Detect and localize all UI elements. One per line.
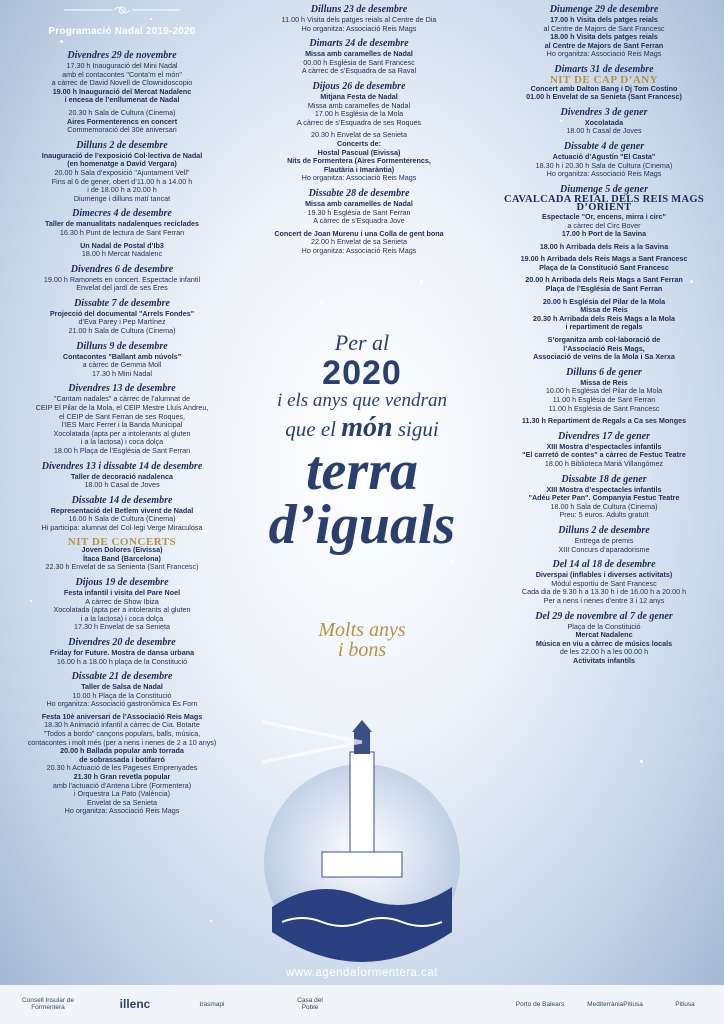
lighthouse-globe-illustration xyxy=(262,712,462,962)
event-line: Aires Formenterencs en concert xyxy=(66,116,178,126)
event-block xyxy=(4,495,240,533)
event-line: el CEIP de Sant Ferran de ses Roques, xyxy=(58,411,186,421)
event-line: Concert amb Dalton Bang i Dj Tom Costino xyxy=(530,83,678,93)
event-block xyxy=(488,474,720,520)
event-line: 11.00 h Església de Sant Ferran xyxy=(552,395,656,404)
event-line: Ho organitza: Associació Reis Mags xyxy=(301,245,417,255)
slogan-line-diguals: d’iguals xyxy=(268,494,456,556)
event-line: d’Eva Parey i Pep Martínez xyxy=(78,317,166,327)
event-date: Diumenge 29 de desembre xyxy=(549,4,659,15)
sponsor-logos-bar xyxy=(0,985,724,1024)
event-block xyxy=(244,188,474,256)
event-line: 16.00 h a 18.00 h plaça de la Constitució xyxy=(56,656,188,666)
event-line: "El carretó de contes" a càrrec de Festuc Teatre xyxy=(522,450,686,460)
event-line: 20.30 h Arribada dels Reis Mags a la Mola xyxy=(533,313,675,323)
event-line: XIII Concurs d’aparadorisme xyxy=(558,544,650,554)
event-block xyxy=(488,559,720,605)
event-line: Nits de Formentera (Aires Formenterencs, xyxy=(287,156,431,166)
event-line: 20.30 h Actuació de les Pageses Emprenyades xyxy=(46,763,198,773)
event-line: 17.00 h Port de la Savina xyxy=(561,229,647,239)
event-line: Hostal Pascual (Eivissa) xyxy=(317,147,401,157)
event-line: 18.30 h i 20.30 h Sala de Cultura (Cinema) xyxy=(535,160,673,170)
event-line: Mitjana Festa de Nadal xyxy=(320,91,398,101)
logo-illenc: illenc xyxy=(119,997,151,1011)
event-line: Mercat Nadalenc xyxy=(575,630,633,640)
event-line: a càrrec del Circ Bover xyxy=(567,220,641,230)
event-date: Del 29 de novembre al 7 de gener xyxy=(535,610,673,622)
event-line: 01.00 h Envelat de sa Senieta (Sant Francesc) xyxy=(526,92,682,102)
event-line: 18.00 h Mercat Nadalenc xyxy=(81,249,163,259)
event-line: 10.00 h Plaça de la Constitució xyxy=(72,690,172,700)
event-line: Activitats infantils xyxy=(573,655,635,665)
event-line: Festa 10è aniversari de l’Associació Reis Mags xyxy=(41,711,203,721)
event-line: contacontes i molt més (per a nens i nenes de 2 a 10 anys) xyxy=(27,737,217,747)
event-date: Dissabte 7 de desembre xyxy=(74,297,170,309)
event-line: 18.00 h Casal de Joves xyxy=(566,126,642,136)
event-line: 18.30 h Animació infantil a càrrec de Cia. Botarte xyxy=(44,720,200,730)
event-block xyxy=(244,4,474,33)
event-block xyxy=(4,140,240,204)
header xyxy=(0,4,244,37)
event-line: 17.30 h Envelat de sa Senieta xyxy=(74,622,170,632)
event-block xyxy=(4,383,240,455)
event-date: Divendres 13 de desembre xyxy=(68,383,176,395)
event-line: Diumenge i dilluns matí tancat xyxy=(73,193,171,203)
event-block xyxy=(488,525,720,554)
event-block xyxy=(4,298,240,336)
event-line: A càrrec de Show Ibiza xyxy=(85,596,159,606)
event-line: Ítaca Band (Barcelona) xyxy=(83,553,161,563)
event-date: Dilluns 23 de desembre xyxy=(310,4,408,15)
event-block xyxy=(244,38,474,76)
slogan-line-3: i els anys que vendran xyxy=(277,390,447,411)
event-line: de les 22.00 h a les 00.00 h xyxy=(559,647,649,657)
event-block xyxy=(4,671,240,816)
event-line: Hi participa: alumnat del Col·legi Verge Miraculosa xyxy=(41,522,203,532)
event-block xyxy=(488,4,720,59)
event-line: Diverspai (inflables i diverses activitats) xyxy=(535,570,673,580)
event-date: Dissabte 28 de desembre xyxy=(308,187,410,199)
website-link[interactable]: www.agendaformentera.cat xyxy=(286,967,438,979)
event-line: Envelat del jardí de ses Eres xyxy=(76,283,168,293)
event-line: XIII Mostra d’espectacles infantils xyxy=(546,441,662,451)
event-block xyxy=(488,141,720,179)
event-line: de sobrassada i botifarró xyxy=(79,754,165,764)
event-line: Concert de Joan Murenu i una Colla de gent bona xyxy=(274,228,444,238)
event-line: A càrrec de s’Esquadra Jove xyxy=(313,216,405,226)
event-block xyxy=(488,184,720,362)
event-line: 20.00 h Església del Pilar de la Mola xyxy=(542,296,666,306)
event-line: al Centre de Majors de Sant Francesc xyxy=(543,23,665,33)
event-block xyxy=(4,341,240,379)
event-line: Concerts de: xyxy=(337,138,381,148)
event-line: XIII Mostra d’espectacles infantils xyxy=(546,484,662,494)
event-date: Dilluns 2 de desembre xyxy=(558,524,650,536)
event-date: Divendres 6 de desembre xyxy=(70,263,174,275)
event-block xyxy=(488,431,720,469)
section-title: NIT DE CONCERTS xyxy=(67,535,177,548)
event-line: i a la lactosa) i coca dolça xyxy=(80,613,164,623)
event-line: Contacontes "Ballant amb núvols" xyxy=(62,351,182,361)
event-line: 18.00 h Arribada dels Reis a la Savina xyxy=(539,241,669,251)
event-date: Divendres 3 de gener xyxy=(560,106,648,118)
event-date: Del 14 al 18 de desembre xyxy=(552,559,656,571)
event-line: Envelat de sa Senieta xyxy=(87,797,157,807)
event-line: 17.00 h Visita dels patges reials xyxy=(550,15,658,24)
logo-trasmapi: trasmapi xyxy=(199,1000,225,1008)
event-line: Un Nadal de Postal d’Ib3 xyxy=(80,240,164,250)
event-block xyxy=(4,637,240,666)
event-line: 16.00 h Sala de Cultura (Cinema) xyxy=(68,514,176,524)
event-date: Dimecres 4 de desembre xyxy=(72,208,172,220)
event-line: Plaça de l’Església de Sant Ferran xyxy=(545,284,663,294)
ornament-icon xyxy=(62,4,182,16)
event-date: Diumenge 5 de gener xyxy=(559,183,649,195)
event-line: Espectacle "Or, encens, mirra i circ" xyxy=(542,211,666,221)
event-line: 19.00 h Arribada dels Reis Mags a Sant Francesc xyxy=(520,254,688,264)
event-line: 16.30 h Punt de lectura de Sant Ferran xyxy=(59,227,185,237)
event-line: Festa infantil i visita del Pare Noel xyxy=(63,587,181,597)
event-date: Dijous 19 de desembre xyxy=(75,576,169,588)
event-line: l’IES Marc Ferrer i la Banda Municipal xyxy=(61,420,183,430)
event-line: A càrrec de s’Esquadra de sa Raval xyxy=(301,66,417,76)
event-block xyxy=(4,50,240,135)
greeting-line-2: i bons xyxy=(337,639,387,661)
event-date: Dilluns 2 de desembre xyxy=(76,139,168,151)
event-line: 18.00 h Sala de Cultura (Cinema) xyxy=(550,501,658,511)
event-line: 11.00 h Visita dels patges reials al Centre de Dia xyxy=(281,15,437,24)
slogan-word-que-el: que el xyxy=(285,417,337,441)
event-block xyxy=(488,107,720,136)
event-line: Flautària i Imaràntia) xyxy=(323,164,395,174)
event-line: 18.00 h Plaça de l’Església de Sant Ferran xyxy=(53,446,191,455)
event-line: Mòdul esportiu de Sant Francesc xyxy=(551,578,657,588)
logo-port: Porto de Balears xyxy=(515,1000,565,1008)
event-line: amb l’actuació d’Antena Libre (Formentera) xyxy=(52,780,192,790)
event-line: Inauguració de l’exposició Col·lectiva de Nadal xyxy=(41,150,203,160)
event-line: Plaça de la Constitució xyxy=(567,621,641,631)
event-line: 17.30 h Mini Nadal xyxy=(92,368,152,378)
event-line: i Orquestra La Pato (València) xyxy=(73,789,171,799)
event-line: CEIP El Pilar de la Mola, el CEIP Mestre Lluís Andreu, xyxy=(35,403,209,413)
logo-mediterrania: MediterràniaPitiusa xyxy=(587,1000,643,1008)
event-date: Dimarts 24 de desembre xyxy=(309,38,409,50)
event-date: Dissabte 21 de desembre xyxy=(71,671,173,683)
event-line: Preu: 5 euros. Adults gratuït xyxy=(559,510,649,520)
event-line: 21.30 h Gran revetla popular xyxy=(73,772,171,782)
event-block xyxy=(488,64,720,102)
event-line: a càrrec de David Novell de Clownidoscopio xyxy=(51,78,193,88)
event-date: Divendres 29 de novembre xyxy=(67,50,177,61)
slogan-word-sigui: sigui xyxy=(397,417,439,441)
event-date: Dilluns 6 de gener xyxy=(566,366,642,378)
event-line: a càrrec de Gemma Moll xyxy=(82,360,162,370)
event-line: 11.30 h Repartiment de Regals a Ca ses Monges xyxy=(521,416,687,426)
event-line: Ho organitza: Associació Reis Mags xyxy=(301,23,417,33)
page-title: Programació Nadal 2019-2020 xyxy=(48,26,196,37)
slogan-word-mon: món xyxy=(341,412,393,443)
event-line: 11.00 h Església de Sant Francesc xyxy=(548,403,660,413)
slogan-line-1: Per al xyxy=(334,330,390,355)
event-line: Entrega de premis xyxy=(574,535,634,545)
event-line: Missa amb caramelles de Nadal xyxy=(307,100,411,110)
event-line: Friday for Future. Mostra de dansa urbana xyxy=(49,647,195,657)
event-line: S’organitza amb col·laboració de xyxy=(547,335,661,345)
event-line: i de 18.00 h a 20.00 h xyxy=(87,185,157,195)
event-line: Missa amb caramelles de Nadal xyxy=(305,198,413,208)
slogan-year: 2020 xyxy=(322,354,402,392)
slogan xyxy=(244,330,480,556)
event-line: Música en viu a càrrec de músics locals xyxy=(535,638,673,648)
event-line: i repartiment de regals xyxy=(565,322,643,332)
greeting-line-1: Molts anys xyxy=(318,619,406,641)
section-title: NIT DE CAP D’ANY xyxy=(549,73,659,86)
logo-casa-poble: Casa del Poble xyxy=(297,997,323,1011)
event-line: Representació del Betlem vivent de Nadal xyxy=(50,505,194,515)
event-line: 19.30 h Església de Sant Ferran xyxy=(307,207,411,217)
event-line: Commemoració del 30è aniversari xyxy=(67,125,177,135)
event-date: Dijous 26 de desembre xyxy=(312,80,406,92)
event-date: Divendres 13 i dissabte 14 de desembre xyxy=(41,460,203,472)
event-line: Per a nens i nenes d’entre 3 i 12 anys xyxy=(543,595,665,605)
event-line: Missa amb caramelles de Nadal xyxy=(305,49,413,59)
event-line: Xocolatada xyxy=(584,117,624,127)
event-line: Taller de decoració nadalenca xyxy=(70,471,174,481)
event-date: Divendres 20 de desembre xyxy=(68,636,176,648)
event-line: 10.00 h Església del Pilar de la Mola xyxy=(545,386,663,396)
event-line: Xocolatada (apta per a intolerants al gluten xyxy=(53,605,191,615)
event-line: l’Associació Reis Mags, xyxy=(563,343,645,353)
event-block xyxy=(244,81,474,183)
event-date: Dilluns 9 de desembre xyxy=(76,340,168,352)
event-line: Ho organitza: Associació gastronòmica Es Forn xyxy=(46,699,198,709)
event-line: 20.30 h Envelat de sa Senieta xyxy=(311,130,407,140)
event-block xyxy=(4,577,240,632)
slogan-line-terra: terra xyxy=(306,440,418,502)
event-line: 18.00 h Biblioteca Marià Villangómez xyxy=(544,458,664,468)
event-date: Dissabte 18 de gener xyxy=(561,473,647,485)
event-block xyxy=(4,264,240,293)
event-line: 00.00 h Església de Sant Francesc xyxy=(303,57,415,67)
event-line: Associació de veïns de la Mola i Sa Xerxa xyxy=(533,352,675,362)
event-line: 21.00 h Sala de Cultura (Cinema) xyxy=(68,326,176,336)
event-line: Xocolatada (apta per a intolerants al gluten xyxy=(53,428,191,438)
event-line: Actuació d’Agustín "El Casta" xyxy=(552,151,656,161)
column-right xyxy=(488,4,720,670)
event-line: 22.00 h Envelat de sa Senieta xyxy=(311,237,407,247)
event-line: Ho organitza: Associació Reis Mags xyxy=(301,173,417,183)
event-line: i a la lactosa) i coca dolça xyxy=(80,437,164,447)
event-line: i encesa de l’enllumenat de Nadal xyxy=(64,95,180,105)
event-line: amb el contacontes "Conta’m el món" xyxy=(62,69,182,79)
event-line: 19.00 h Inauguració del Mercat Nadalenc xyxy=(52,86,192,96)
event-line: Projecció del documental "Arrels Fondes" xyxy=(49,308,195,318)
event-date: Divendres 17 de gener xyxy=(558,430,650,442)
event-line: Missa de Reis xyxy=(580,377,628,387)
section-title: CAVALCADA REIAL DELS REIS MAGS D’ORIENT xyxy=(504,193,704,214)
event-block xyxy=(488,611,720,666)
event-line: al Centre de Majors de Sant Ferran xyxy=(544,40,664,50)
event-line: (en homenatge a David Vergara) xyxy=(67,159,177,169)
event-line: A càrrec de s’Esquadra de ses Roques xyxy=(296,117,422,127)
event-line: 20.00 h Arribada dels Reis Mags a Sant Ferran xyxy=(525,275,683,285)
event-line: Ho organitza: Associació Reis Mags xyxy=(546,49,662,59)
event-line: 19.00 h Ramonets en concert. Espectacle infantil xyxy=(43,274,201,284)
event-block xyxy=(4,535,240,572)
event-line: "Adéu Peter Pan". Companyia Festuc Teatre xyxy=(528,493,680,503)
column-left xyxy=(4,50,240,821)
event-line: Fins al 6 de gener, obert d’11.00 h a 14.00 h xyxy=(51,176,193,186)
event-line: 17.30 h Inauguració del Mini Nadal xyxy=(66,61,178,70)
event-line: Cada dia de 9.30 h a 13.30 h i de 16.00 h a 20.00 h xyxy=(521,587,687,597)
event-line: "Todos a bordo" cançons populars, balls, música, xyxy=(43,729,201,739)
event-line: Taller de Salsa de Nadal xyxy=(81,682,163,692)
event-line: 22.30 h Envelat de sa Senienta (Sant Francesc) xyxy=(45,562,199,572)
event-line: 18.00 h Visita dels patges reials xyxy=(550,32,658,42)
event-block xyxy=(4,461,240,490)
event-line: Taller de manualitats nadalenques reciclades xyxy=(44,219,200,229)
event-line: "Cantam nadales" a càrrec de l’alumnat de xyxy=(53,394,191,404)
event-line: Ho organitza: Associació Reis Mags xyxy=(546,169,662,179)
logo-consell: Consell Insular de Formentera xyxy=(21,997,75,1011)
event-date: Dimarts 31 de desembre xyxy=(554,63,654,75)
event-line: 20.00 h Ballada popular amb torrada xyxy=(60,746,184,756)
event-date: Dissabte 4 de gener xyxy=(563,140,645,152)
logo-pitiusa: Pitiusa xyxy=(675,1000,695,1008)
event-date: Dissabte 14 de desembre xyxy=(71,494,173,506)
event-line: Ho organitza: Associació Reis Mags xyxy=(64,806,180,816)
event-line: 18.00 h Casal de Joves xyxy=(84,480,160,490)
event-line: 20.00 h Sala d’exposició "Ajuntament Vell" xyxy=(54,167,190,177)
event-block xyxy=(4,208,240,258)
event-block xyxy=(488,367,720,426)
event-line: Missa de Reis xyxy=(580,305,628,315)
event-line: 20.30 h Sala de Cultura (Cinema) xyxy=(68,107,176,117)
greeting xyxy=(244,620,480,660)
event-line: 17.00 h Església de la Mola xyxy=(314,109,404,119)
event-line: Plaça de la Constitució Sant Francesc xyxy=(539,262,669,272)
column-center xyxy=(244,4,474,260)
event-line: Joven Dolores (Eivissa) xyxy=(81,545,163,555)
